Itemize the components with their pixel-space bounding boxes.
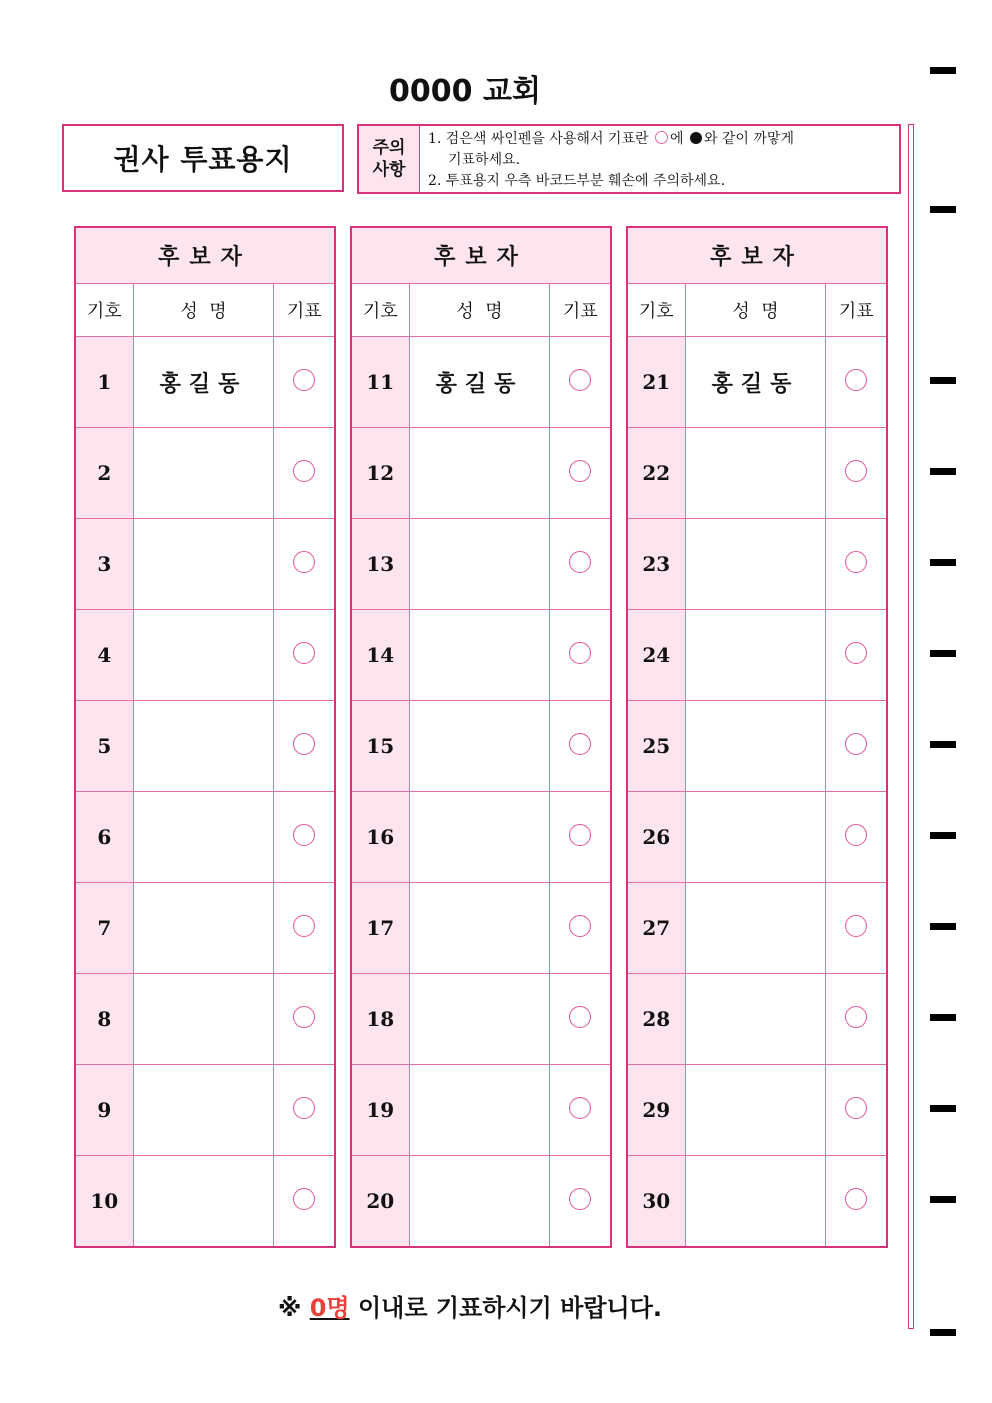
candidate-name bbox=[685, 1156, 826, 1248]
candidate-name bbox=[685, 428, 826, 519]
table-row bbox=[75, 974, 335, 1065]
timing-mark bbox=[930, 1105, 956, 1112]
candidate-name bbox=[409, 701, 550, 792]
table-row bbox=[627, 792, 887, 883]
candidate-name bbox=[685, 519, 826, 610]
candidate-number: 10 bbox=[75, 1156, 133, 1248]
timing-mark bbox=[930, 650, 956, 657]
vote-circle-icon[interactable] bbox=[293, 642, 315, 664]
timing-mark bbox=[930, 1329, 956, 1336]
vote-cell[interactable] bbox=[274, 519, 335, 610]
candidate-name bbox=[685, 792, 826, 883]
vote-circle-icon[interactable] bbox=[293, 915, 315, 937]
timing-mark bbox=[930, 67, 956, 74]
timing-mark bbox=[930, 1196, 956, 1203]
candidate-number: 8 bbox=[75, 974, 133, 1065]
table-row bbox=[351, 792, 611, 883]
table-header: 후보자 bbox=[75, 227, 335, 284]
candidate-number: 20 bbox=[351, 1156, 409, 1248]
vote-circle-icon[interactable] bbox=[845, 915, 867, 937]
candidate-number: 26 bbox=[627, 792, 685, 883]
candidate-number: 7 bbox=[75, 883, 133, 974]
notice-box bbox=[357, 124, 901, 194]
candidate-number: 29 bbox=[627, 1065, 685, 1156]
vote-circle-icon[interactable] bbox=[845, 460, 867, 482]
vote-circle-icon[interactable] bbox=[569, 551, 591, 573]
table-row bbox=[351, 610, 611, 701]
table-row bbox=[627, 1065, 887, 1156]
note-text: 이내로 기표하시기 바랍니다. bbox=[357, 1294, 662, 1322]
candidate-number: 25 bbox=[627, 701, 685, 792]
table-row bbox=[75, 610, 335, 701]
timing-mark bbox=[930, 468, 956, 475]
notice-line1-cont: 기표하세요. bbox=[448, 152, 521, 168]
table-row bbox=[627, 519, 887, 610]
candidate-number: 12 bbox=[351, 428, 409, 519]
table-row bbox=[627, 428, 887, 519]
candidate-number: 18 bbox=[351, 974, 409, 1065]
candidate-number: 5 bbox=[75, 701, 133, 792]
vote-circle-icon[interactable] bbox=[569, 915, 591, 937]
candidate-name: 홍길동 bbox=[409, 337, 550, 428]
vote-cell[interactable] bbox=[826, 428, 887, 519]
candidate-name bbox=[409, 519, 550, 610]
candidate-name bbox=[685, 1065, 826, 1156]
candidate-number: 17 bbox=[351, 883, 409, 974]
candidate-number: 2 bbox=[75, 428, 133, 519]
candidate-number: 16 bbox=[351, 792, 409, 883]
candidate-name bbox=[133, 701, 274, 792]
timing-mark bbox=[930, 923, 956, 930]
col-header-vote: 기표 bbox=[826, 284, 887, 337]
vote-cell[interactable] bbox=[826, 974, 887, 1065]
vote-cell[interactable] bbox=[274, 1156, 335, 1248]
vote-cell[interactable] bbox=[274, 974, 335, 1065]
empty-circle-icon bbox=[655, 131, 668, 144]
table-header: 후보자 bbox=[351, 227, 611, 284]
vote-circle-icon[interactable] bbox=[845, 551, 867, 573]
note-symbol: ※ bbox=[278, 1294, 302, 1322]
candidate-number: 15 bbox=[351, 701, 409, 792]
notice-line2: 2. 투표용지 우측 바코드부분 훼손에 주의하세요. bbox=[428, 173, 726, 189]
candidate-number: 19 bbox=[351, 1065, 409, 1156]
table-row bbox=[351, 1065, 611, 1156]
candidate-number: 28 bbox=[627, 974, 685, 1065]
table-row bbox=[75, 428, 335, 519]
candidate-name bbox=[685, 883, 826, 974]
candidate-name: 홍길동 bbox=[133, 337, 274, 428]
candidate-name bbox=[133, 1065, 274, 1156]
notice-line1-part2: 와 같이 까맣게 bbox=[703, 131, 794, 147]
vote-circle-icon[interactable] bbox=[569, 824, 591, 846]
candidate-name bbox=[409, 428, 550, 519]
candidate-table bbox=[350, 226, 612, 1248]
candidate-number: 14 bbox=[351, 610, 409, 701]
candidate-number: 30 bbox=[627, 1156, 685, 1248]
vote-cell[interactable] bbox=[274, 337, 335, 428]
candidate-number: 4 bbox=[75, 610, 133, 701]
table-row bbox=[75, 519, 335, 610]
table-header: 후보자 bbox=[627, 227, 887, 284]
vote-circle-icon[interactable] bbox=[569, 460, 591, 482]
vote-circle-icon[interactable] bbox=[845, 369, 867, 391]
vote-cell[interactable] bbox=[826, 701, 887, 792]
table-row bbox=[75, 1156, 335, 1248]
table-row bbox=[627, 974, 887, 1065]
vote-cell[interactable] bbox=[550, 974, 611, 1065]
candidate-table bbox=[626, 226, 888, 1248]
notice-body bbox=[420, 126, 899, 192]
vote-cell[interactable] bbox=[826, 1065, 887, 1156]
vote-circle-icon[interactable] bbox=[293, 824, 315, 846]
table-row bbox=[351, 974, 611, 1065]
vote-cell[interactable] bbox=[274, 883, 335, 974]
col-header-name: 성 명 bbox=[133, 284, 274, 337]
candidate-number: 3 bbox=[75, 519, 133, 610]
table-row bbox=[75, 1065, 335, 1156]
candidate-name bbox=[409, 1065, 550, 1156]
vote-cell[interactable] bbox=[274, 1065, 335, 1156]
table-row bbox=[627, 610, 887, 701]
side-guide-line bbox=[908, 124, 914, 1329]
vote-cell[interactable] bbox=[550, 883, 611, 974]
vote-cell[interactable] bbox=[826, 519, 887, 610]
vote-cell[interactable] bbox=[550, 610, 611, 701]
vote-circle-icon[interactable] bbox=[293, 1188, 315, 1210]
vote-cell[interactable] bbox=[550, 701, 611, 792]
vote-circle-icon[interactable] bbox=[569, 1006, 591, 1028]
timing-mark bbox=[930, 741, 956, 748]
candidate-name: 홍길동 bbox=[685, 337, 826, 428]
timing-mark bbox=[930, 206, 956, 213]
candidate-number: 9 bbox=[75, 1065, 133, 1156]
col-header-vote: 기표 bbox=[550, 284, 611, 337]
vote-circle-icon[interactable] bbox=[293, 1006, 315, 1028]
vote-cell[interactable] bbox=[274, 701, 335, 792]
vote-cell[interactable] bbox=[274, 792, 335, 883]
table-row bbox=[627, 701, 887, 792]
table-row bbox=[75, 792, 335, 883]
vote-cell[interactable] bbox=[550, 1156, 611, 1248]
timing-mark bbox=[930, 1014, 956, 1021]
notice-heading-line1: 주의 bbox=[372, 138, 406, 158]
candidate-number: 13 bbox=[351, 519, 409, 610]
timing-mark bbox=[930, 377, 956, 384]
candidate-number: 22 bbox=[627, 428, 685, 519]
table-row bbox=[75, 337, 335, 428]
table-row bbox=[351, 883, 611, 974]
vote-circle-icon[interactable] bbox=[845, 733, 867, 755]
notice-heading-line2: 사항 bbox=[372, 160, 406, 180]
candidate-name bbox=[685, 701, 826, 792]
col-header-number: 기호 bbox=[351, 284, 409, 337]
vote-circle-icon[interactable] bbox=[569, 1097, 591, 1119]
col-header-number: 기호 bbox=[75, 284, 133, 337]
table-row bbox=[75, 883, 335, 974]
table-row bbox=[351, 428, 611, 519]
table-row bbox=[627, 883, 887, 974]
candidate-name bbox=[409, 883, 550, 974]
candidate-name bbox=[133, 792, 274, 883]
candidate-name bbox=[409, 792, 550, 883]
table-row bbox=[351, 1156, 611, 1248]
vote-cell[interactable] bbox=[550, 337, 611, 428]
table-row bbox=[351, 701, 611, 792]
vote-circle-icon[interactable] bbox=[293, 551, 315, 573]
vote-circle-icon[interactable] bbox=[569, 369, 591, 391]
vote-circle-icon[interactable] bbox=[845, 642, 867, 664]
vote-cell[interactable] bbox=[550, 519, 611, 610]
candidate-name bbox=[133, 883, 274, 974]
col-header-number: 기호 bbox=[627, 284, 685, 337]
vote-cell[interactable] bbox=[826, 792, 887, 883]
candidate-name bbox=[133, 428, 274, 519]
candidate-name bbox=[409, 610, 550, 701]
candidate-table bbox=[74, 226, 336, 1248]
notice-line1 bbox=[428, 129, 891, 150]
candidate-number: 21 bbox=[627, 337, 685, 428]
notice-heading bbox=[359, 126, 420, 192]
table-row bbox=[627, 337, 887, 428]
vote-circle-icon[interactable] bbox=[293, 369, 315, 391]
candidate-number: 27 bbox=[627, 883, 685, 974]
candidate-name bbox=[133, 974, 274, 1065]
candidate-name bbox=[685, 974, 826, 1065]
candidate-name bbox=[409, 974, 550, 1065]
vote-cell[interactable] bbox=[826, 337, 887, 428]
candidate-name bbox=[685, 610, 826, 701]
candidate-number: 11 bbox=[351, 337, 409, 428]
table-row bbox=[351, 337, 611, 428]
vote-circle-icon[interactable] bbox=[293, 1097, 315, 1119]
candidate-number: 23 bbox=[627, 519, 685, 610]
candidate-number: 1 bbox=[75, 337, 133, 428]
candidate-number: 6 bbox=[75, 792, 133, 883]
notice-line1-part1: 1. 검은색 싸인펜을 사용해서 기표란 bbox=[428, 131, 649, 147]
col-header-name: 성 명 bbox=[409, 284, 550, 337]
table-row bbox=[627, 1156, 887, 1248]
vote-cell[interactable] bbox=[550, 1065, 611, 1156]
vote-cell[interactable] bbox=[826, 1156, 887, 1248]
candidate-name bbox=[133, 1156, 274, 1248]
candidate-name bbox=[133, 610, 274, 701]
page-title: 0000 교회 bbox=[389, 74, 541, 109]
vote-count-limit: 0명 bbox=[309, 1294, 350, 1322]
vote-cell[interactable] bbox=[274, 428, 335, 519]
notice-line1-mid: 에 bbox=[669, 131, 684, 147]
vote-circle-icon[interactable] bbox=[569, 733, 591, 755]
filled-circle-icon bbox=[690, 132, 702, 144]
candidate-name bbox=[409, 1156, 550, 1248]
vote-cell[interactable] bbox=[826, 610, 887, 701]
table-row bbox=[75, 701, 335, 792]
vote-circle-icon[interactable] bbox=[845, 1097, 867, 1119]
vote-circle-icon[interactable] bbox=[845, 824, 867, 846]
vote-circle-icon[interactable] bbox=[569, 642, 591, 664]
vote-cell[interactable] bbox=[826, 883, 887, 974]
timing-mark bbox=[930, 832, 956, 839]
vote-circle-icon[interactable] bbox=[569, 1188, 591, 1210]
ballot-title: 권사 투표용지 bbox=[62, 124, 344, 192]
vote-circle-icon[interactable] bbox=[293, 460, 315, 482]
timing-mark bbox=[930, 559, 956, 566]
bottom-note bbox=[200, 1288, 740, 1323]
candidate-number: 24 bbox=[627, 610, 685, 701]
table-row bbox=[351, 519, 611, 610]
vote-cell[interactable] bbox=[274, 610, 335, 701]
vote-circle-icon[interactable] bbox=[293, 733, 315, 755]
vote-circle-icon[interactable] bbox=[845, 1006, 867, 1028]
vote-circle-icon[interactable] bbox=[845, 1188, 867, 1210]
col-header-vote: 기표 bbox=[274, 284, 335, 337]
vote-cell[interactable] bbox=[550, 428, 611, 519]
candidate-name bbox=[133, 519, 274, 610]
col-header-name: 성 명 bbox=[685, 284, 826, 337]
vote-cell[interactable] bbox=[550, 792, 611, 883]
